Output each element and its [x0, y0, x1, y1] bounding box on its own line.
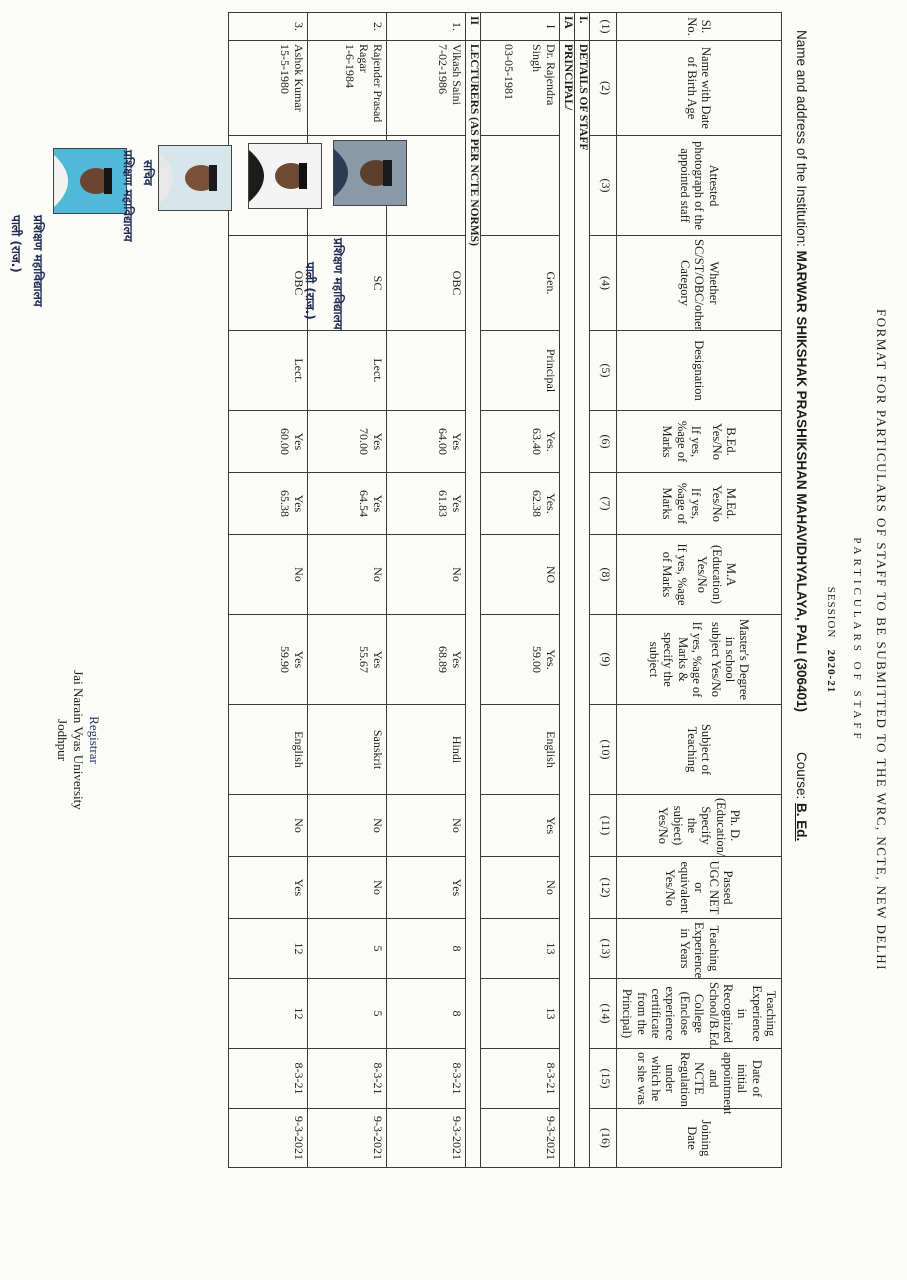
cell-med: [229, 473, 308, 535]
masters-label: Master's Degree in school subject Yes/No: [708, 618, 752, 701]
course-line: [794, 752, 809, 841]
staff-name: Ashok Kumar: [292, 44, 306, 112]
cell-photo: [481, 136, 560, 236]
cell-appointment: 8-3-21: [308, 1049, 387, 1109]
cell-joining: 9-3-2021: [481, 1109, 560, 1168]
col-num: (5): [590, 331, 617, 411]
cell-masters: [229, 615, 308, 705]
cell-exp-recog: 13: [481, 979, 560, 1049]
stamp-text: सचिव: [141, 160, 155, 186]
cell-sl: 3.: [229, 13, 308, 41]
ma-label: M.A (Education) Yes/No: [695, 544, 738, 604]
cell-name: [229, 41, 308, 136]
staff-photo: [53, 148, 127, 214]
cell-subject: English: [229, 705, 308, 795]
masters-sub: If yes, %age of Marks & specify the subject: [647, 621, 705, 698]
cell-net: No: [481, 857, 560, 919]
cell-ma: No: [229, 535, 308, 615]
bed-value: Yes: [450, 432, 464, 451]
med-percent: 61.83: [436, 490, 451, 517]
cell-category: Gen.: [481, 236, 560, 331]
cell-med: [308, 473, 387, 535]
col-num: (6): [590, 411, 617, 473]
col-header-joining: Joining Date: [617, 1109, 782, 1168]
institution-value: MARWAR SHIKSHAK PRASHIKSHAN MAHAVIDHYALAYA, PALI (306401): [794, 250, 809, 712]
cell-phd: Yes: [481, 795, 560, 857]
cell-exp: 5: [308, 919, 387, 979]
bed-value: Yes: [371, 432, 385, 451]
staff-dob: 7-02-1986: [436, 44, 451, 94]
col-num: (12): [590, 857, 617, 919]
cell-category: OBC: [387, 236, 466, 331]
cell-category: OBC: [229, 236, 308, 331]
cell-ma: No: [308, 535, 387, 615]
med-percent: 64.54: [357, 490, 372, 517]
cell-joining: 9-3-2021: [229, 1109, 308, 1168]
cell-bed: [229, 411, 308, 473]
masters-value: Yes: [450, 650, 464, 669]
cell-ma: No: [387, 535, 466, 615]
cell-subject: Hindi: [387, 705, 466, 795]
cell-med: [387, 473, 466, 535]
col-header-bed: [617, 411, 782, 473]
session-value: 2020-21: [825, 649, 837, 694]
col-num: (13): [590, 919, 617, 979]
med-percent: 65.38: [278, 490, 293, 517]
col-num: (10): [590, 705, 617, 795]
cell-category: SC: [308, 236, 387, 331]
bed-sub: If yes, %age of Marks: [660, 420, 704, 463]
cell-exp: 13: [481, 919, 560, 979]
cell-bed: [308, 411, 387, 473]
col-header-designation: Designation: [617, 331, 782, 411]
masters-percent: 55.67: [357, 646, 372, 673]
col-num: (16): [590, 1109, 617, 1168]
cell-appointment: 8-3-21: [229, 1049, 308, 1109]
stamp-text: प्रशिक्षण महाविद्यालय: [31, 215, 45, 307]
col-header-exp-recog: Teaching Experience in Recognized School/B.Ed. College (Enclose experience certificate from the Principal): [617, 979, 782, 1049]
bed-label: B.Ed. Yes/No: [709, 423, 738, 460]
col-num: (15): [590, 1049, 617, 1109]
cell-joining: 9-3-2021: [387, 1109, 466, 1168]
table-row: [481, 13, 560, 1168]
cell-subject: Sanskrit: [308, 705, 387, 795]
cell-exp-recog: 12: [229, 979, 308, 1049]
session-label: SESSION: [825, 586, 837, 639]
institution-line: [794, 30, 809, 712]
stamp-text: प्रशिक्षण महाविद्यालय: [121, 150, 135, 242]
institution-label: Name and address of the Institution:: [794, 30, 809, 247]
person-photo-icon: [54, 149, 126, 213]
staff-dob: 03-05-1981: [502, 44, 517, 100]
col-num: (11): [590, 795, 617, 857]
ma-sub: If yes, %age of Marks: [660, 543, 689, 606]
cell-sl: 1.: [387, 13, 466, 41]
registrar-signature: [54, 640, 102, 840]
cell-subject: English: [481, 705, 560, 795]
col-num: (2): [590, 41, 617, 136]
cell-joining: 9-3-2021: [308, 1109, 387, 1168]
col-num: (8): [590, 535, 617, 615]
cell-phd: No: [308, 795, 387, 857]
cell-med: [481, 473, 560, 535]
cell-exp-recog: 8: [387, 979, 466, 1049]
person-photo-icon: [159, 146, 231, 210]
staff-photo: [158, 145, 232, 211]
med-label: M.Ed. Yes/No: [709, 485, 738, 522]
section-row-details: [575, 13, 590, 1168]
med-value: Yes: [371, 494, 385, 513]
person-photo-icon: [249, 144, 321, 208]
col-header-photo: Attested photograph of the appointed staff: [617, 136, 782, 236]
col-header-appointment: Date of initial appointment and NCTE Regulation under which he or she was: [617, 1049, 782, 1109]
col-header-exp: Teaching Experience in Years: [617, 919, 782, 979]
header-row: [617, 13, 782, 1168]
masters-percent: 59.00: [530, 646, 545, 673]
section-label: LECTURERS (AS PER NCTE NORMS): [466, 41, 481, 1168]
cell-designation: Lect.: [229, 331, 308, 411]
masters-percent: 68.89: [436, 646, 451, 673]
person-photo-icon: [334, 141, 406, 205]
staff-name: Vikash Saini: [450, 44, 464, 105]
col-num: (3): [590, 136, 617, 236]
cell-net: Yes: [229, 857, 308, 919]
column-number-row: [590, 13, 617, 1168]
cell-masters: [481, 615, 560, 705]
col-header-category: Whether SC/ST/OBC/other Category: [617, 236, 782, 331]
staff-photo: [248, 143, 322, 209]
masters-value: Yes: [292, 650, 306, 669]
cell-exp: 12: [229, 919, 308, 979]
col-num: (7): [590, 473, 617, 535]
cell-name: [481, 41, 560, 136]
med-percent: 62.38: [530, 490, 545, 517]
cell-masters: [308, 615, 387, 705]
stamp-text: पाली (राज.): [9, 215, 23, 273]
col-header-net: Passed UGC NET or equivalent Yes/No: [617, 857, 782, 919]
masters-value: Yes.: [544, 649, 558, 670]
cell-name: [387, 41, 466, 136]
section-label: PRINCIPAL/: [560, 41, 575, 1168]
med-value: Yes: [292, 494, 306, 513]
cell-bed: [481, 411, 560, 473]
staff-photo: [333, 140, 407, 206]
section-num: I.: [575, 13, 590, 41]
course-label: Course:: [794, 752, 809, 800]
document-subtitle: PARTICULARS OF STAFF: [851, 537, 863, 743]
section-label: DETAILS OF STAFF: [575, 41, 590, 1168]
bed-percent: 70.00: [357, 428, 372, 455]
cell-designation: Principal: [481, 331, 560, 411]
cell-exp: 8: [387, 919, 466, 979]
section-num: IA: [560, 13, 575, 41]
col-num: (1): [590, 13, 617, 41]
col-header-phd: Ph. D. (Education/ Specify the subject) Yes/No: [617, 795, 782, 857]
cell-net: Yes: [387, 857, 466, 919]
bed-value: Yes: [292, 432, 306, 451]
section-row-principal: [560, 13, 575, 1168]
med-value: Yes.: [544, 493, 558, 514]
cell-designation: [387, 331, 466, 411]
col-num: (9): [590, 615, 617, 705]
session-line: [825, 0, 837, 1280]
masters-percent: 59.90: [278, 646, 293, 673]
bed-value: Yes.: [544, 431, 558, 452]
bed-percent: 63.40: [530, 428, 545, 455]
staff-name: Rajender Prasad Ragar: [357, 44, 385, 123]
cell-name: [308, 41, 387, 136]
document-title: FORMAT FOR PARTICULARS OF STAFF TO BE SUBMITTED TO THE WRC, NCTE, NEW DELHI: [874, 309, 889, 971]
cell-sl: 2.: [308, 13, 387, 41]
signature-university: Jai Narain Vyas University: [71, 670, 86, 810]
masters-value: Yes: [371, 650, 385, 669]
course-value: B. Ed.: [794, 803, 809, 842]
col-num: (14): [590, 979, 617, 1049]
stamp-text: पाली (राज.): [303, 262, 317, 320]
signature-city: Jodhpur: [55, 719, 70, 761]
cell-appointment: 8-3-21: [387, 1049, 466, 1109]
section-row-lecturers: [466, 13, 481, 1168]
cell-bed: [387, 411, 466, 473]
cell-phd: No: [387, 795, 466, 857]
col-header-name: Name with Date of Birth Age: [617, 41, 782, 136]
col-header-med: [617, 473, 782, 535]
cell-appointment: 8-3-21: [481, 1049, 560, 1109]
stamp-text: प्रशिक्षण महाविद्यालय: [331, 238, 345, 330]
signature-role: Registrar: [87, 716, 102, 764]
cell-ma: NO: [481, 535, 560, 615]
section-num: II: [466, 13, 481, 41]
cell-phd: No: [229, 795, 308, 857]
med-value: Yes: [450, 494, 464, 513]
col-header-sl: Sl. No.: [617, 13, 782, 41]
cell-sl: I: [481, 13, 560, 41]
col-header-masters: [617, 615, 782, 705]
bed-percent: 64.00: [436, 428, 451, 455]
cell-masters: [387, 615, 466, 705]
staff-dob: 15-5-1980: [278, 44, 293, 94]
cell-designation: Lect.: [308, 331, 387, 411]
bed-percent: 60.00: [278, 428, 293, 455]
cell-net: No: [308, 857, 387, 919]
staff-name: Dr. Rajendra Singh: [530, 44, 558, 106]
col-header-subject: Subject of Teaching: [617, 705, 782, 795]
staff-dob: 1-6-1984: [343, 44, 358, 88]
col-header-ma: [617, 535, 782, 615]
med-sub: If yes, %age of Marks: [660, 482, 704, 525]
cell-exp-recog: 5: [308, 979, 387, 1049]
col-num: (4): [590, 236, 617, 331]
